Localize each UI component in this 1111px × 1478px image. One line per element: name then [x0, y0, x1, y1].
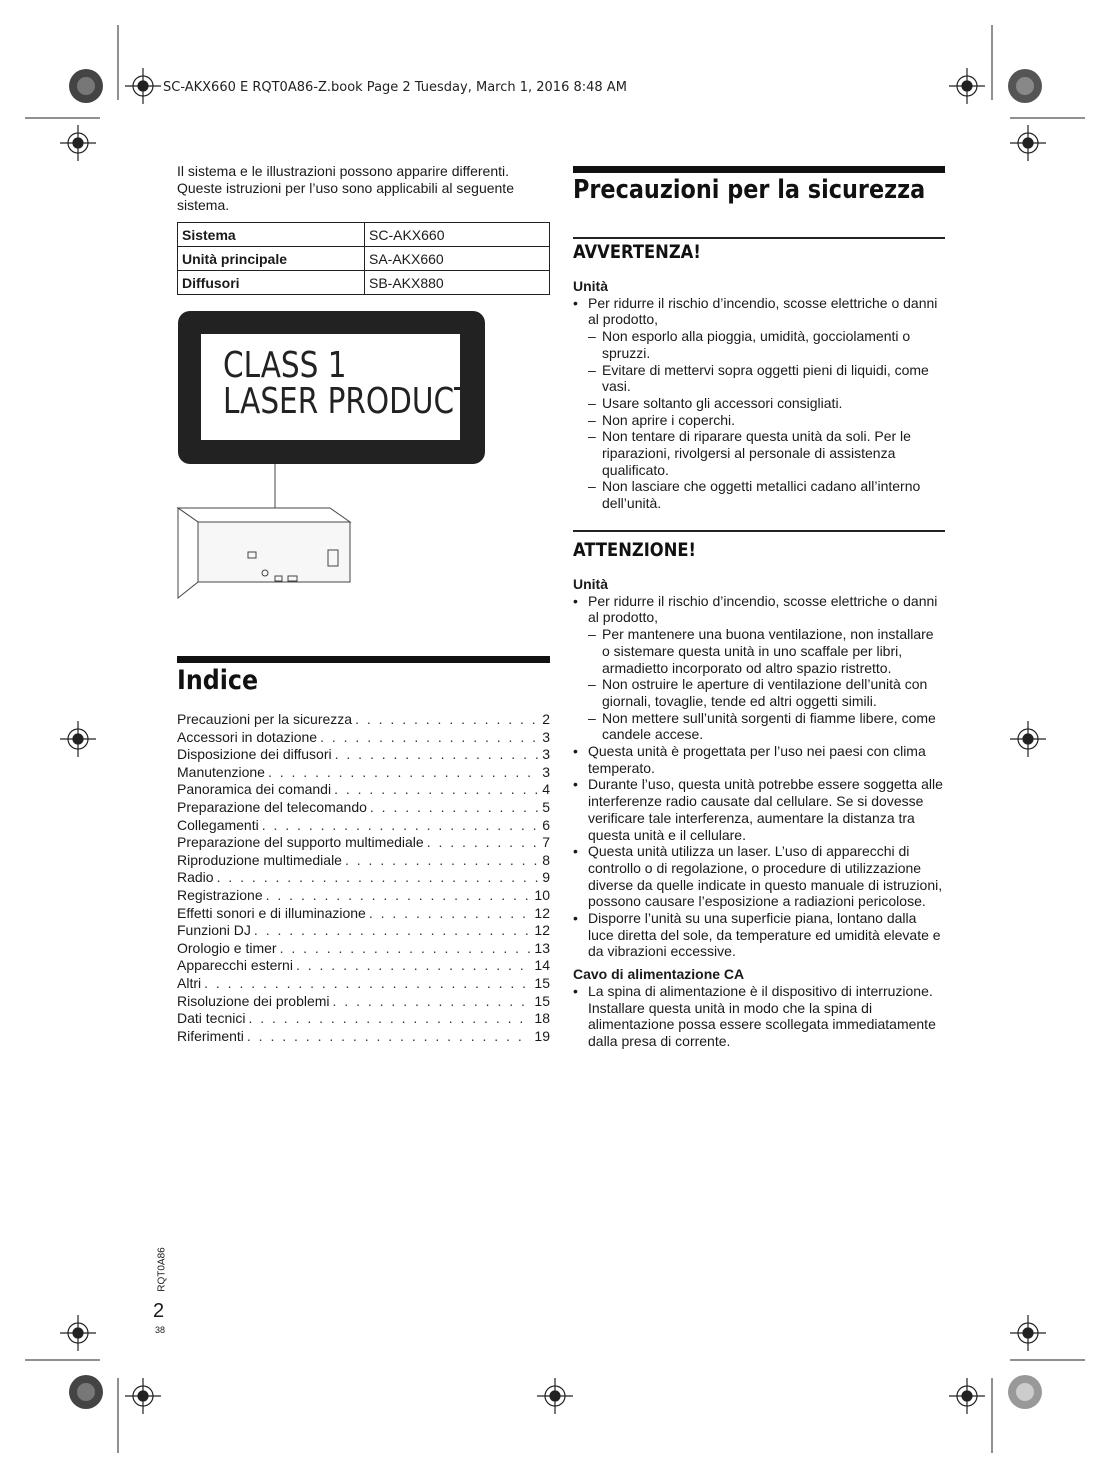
toc-entry[interactable] [177, 746, 550, 764]
index-title: Indice [177, 665, 259, 696]
toc-entry-page: 12 [534, 922, 550, 939]
toc-entry-title: Panoramica dei comandi [177, 781, 332, 798]
toc-entry[interactable] [177, 834, 550, 852]
table-cell: SB-AKX880 [365, 271, 550, 295]
toc-entry-title: Riferimenti [177, 1027, 244, 1044]
toc-entry-title: Accessori in dotazione [177, 728, 318, 745]
page-number: 2 [153, 1300, 165, 1322]
unit-illustration [176, 464, 356, 606]
toc-entry[interactable] [177, 975, 550, 993]
toc-entry-title: Funzioni DJ [177, 922, 251, 939]
caution-heading: ATTENZIONE! [573, 539, 696, 561]
list-item: – Non mettere sull’unità sorgenti di fiamme libere, come candele accese. [588, 710, 945, 743]
list-item: • Disporre l’unità su una superficie piana, lontano dalla luce diretta del sole, da temperature ed umidità elevate e da vibrazioni eccessive. [573, 910, 945, 960]
toc-entry-page: 3 [542, 728, 550, 745]
list-item: – Evitare di mettervi sopra oggetti pieni di liquidi, come vasi. [588, 362, 945, 395]
toc-entry-page: 18 [534, 1010, 550, 1027]
list-item: – Non aprire i coperchi. [588, 412, 945, 429]
warning-sub: Unità [573, 278, 608, 294]
table-cell: Sistema [178, 223, 365, 247]
system-table [177, 222, 550, 295]
toc-entry-title: Radio [177, 869, 214, 886]
safety-title: Precauzioni per la sicurezza [573, 175, 926, 205]
toc-entry[interactable] [177, 922, 550, 940]
intro-text: Il sistema e le illustrazioni possono apparire differenti. Queste istruzioni per l’uso sono applicabili al seguente sistema. [177, 163, 514, 213]
toc-entry-title: Registrazione [177, 886, 263, 903]
document-code: RQT0A86 [156, 1247, 168, 1292]
toc-entry-title: Altri [177, 974, 202, 991]
table-cell: Diffusori [178, 271, 365, 295]
laser-label [178, 311, 485, 464]
toc-entry-page: 3 [542, 746, 550, 763]
toc-entry-page: 4 [542, 781, 550, 798]
toc-entry-title: Collegamenti [177, 816, 259, 833]
toc-entry[interactable] [177, 711, 550, 729]
list-item: • Durante l’uso, questa unità potrebbe essere soggetta alle interferenze radio causate dal cellulare. Se si dovesse verificare tale interferenza, aumentare la distanza tra questa unità e il cellulare. [573, 776, 945, 843]
list-item: • Questa unità utilizza un laser. L’uso di apparecchi di controllo o di regolazione, o procedure di utilizzazione diverse da quelle indicate in questo manuale di istruzioni, possono causare l’esposizione a radiazioni pericolose. [573, 843, 945, 910]
laser-line-2: LASER PRODUCT [223, 381, 473, 422]
ac-cable-sub: Cavo di alimentazione CA [573, 966, 745, 983]
toc-entry-page: 5 [542, 798, 550, 815]
page-sub-number: 38 [155, 1325, 166, 1335]
toc-entry-page: 15 [534, 974, 550, 991]
list-item: – Per mantenere una buona ventilazione, non installare o sistemare questa unità in uno scaffale per libri, armadietto incorporato od altro spazio ristretto. [588, 626, 945, 676]
safety-rule [573, 166, 945, 173]
toc-entry[interactable] [177, 817, 550, 835]
toc-entry-page: 7 [542, 834, 550, 851]
toc-entry-title: Preparazione del supporto multimediale [177, 834, 424, 851]
list-item: – Non tentare di riparare questa unità da soli. Per le riparazioni, rivolgersi al personale di assistenza qualificato. [588, 428, 945, 478]
warning-rule [573, 237, 945, 239]
toc-entry[interactable] [177, 905, 550, 923]
list-item: – Non esporlo alla pioggia, umidità, gocciolamenti o spruzzi. [588, 328, 945, 361]
toc-entry[interactable] [177, 993, 550, 1011]
book-header: SC-AKX660 E RQT0A86-Z.book Page 2 Tuesday, March 1, 2016 8:48 AM [163, 80, 627, 95]
list-item: • Questa unità è progettata per l’uso nei paesi con clima temperato. [573, 743, 945, 776]
toc-entry-page: 12 [534, 904, 550, 921]
list-item: • La spina di alimentazione è il dispositivo di interruzione. Installare questa unità in modo che la spina di alimentazione possa essere scollegata immediatamente dalla presa di corrente. [573, 983, 945, 1050]
toc-entry-title: Apparecchi esterni [177, 957, 293, 974]
toc-entry-title: Riproduzione multimediale [177, 851, 342, 868]
toc-entry-title: Dati tecnici [177, 1010, 246, 1027]
table-row [178, 247, 550, 271]
list-item: • Per ridurre il rischio d’incendio, scosse elettriche o danni al prodotto, – Non esporlo alla pioggia, umidità, gocciolamenti o spruzzi. – Evitare di mettervi sopra oggetti pieni di liquidi, come vasi. – Usare soltanto gli accessori consigliati. – Non aprire i coperchi. – Non tentare di riparare questa unità da soli. Per le riparazioni, rivolgersi al personale di assistenza qualificato. – Non lasciare che oggetti metallici cadano all’interno dell’unità. [573, 295, 945, 512]
toc-entry-title: Effetti sonori e di illuminazione [177, 904, 366, 921]
toc-entry[interactable] [177, 1010, 550, 1028]
laser-line-1: CLASS 1 [223, 345, 347, 386]
warning-body [573, 276, 945, 512]
toc-entry-page: 9 [542, 869, 550, 886]
toc-entry[interactable] [177, 957, 550, 975]
toc-entry[interactable] [177, 887, 550, 905]
toc-entry-page: 13 [534, 939, 550, 956]
toc-entry[interactable] [177, 729, 550, 747]
toc-entry[interactable] [177, 799, 550, 817]
toc-entry-page: 6 [542, 816, 550, 833]
toc-entry[interactable] [177, 940, 550, 958]
caution-sub: Unità [573, 576, 608, 592]
toc-entry-page: 3 [542, 763, 550, 780]
table-cell: SA-AKX660 [365, 247, 550, 271]
toc-entry-title: Manutenzione [177, 763, 265, 780]
table-cell: Unità principale [178, 247, 365, 271]
toc-entry[interactable] [177, 869, 550, 887]
table-cell: SC-AKX660 [365, 223, 550, 247]
table-row [178, 271, 550, 295]
toc-entry-page: 19 [534, 1027, 550, 1044]
toc-entry-title: Precauzioni per la sicurezza [177, 711, 353, 727]
toc-entry-page: 14 [534, 957, 550, 974]
toc-entry-page: 15 [534, 992, 550, 1009]
index-rule [177, 656, 550, 663]
toc-entry[interactable] [177, 781, 550, 799]
list-item: – Non ostruire le aperture di ventilazione dell’unità con giornali, tovaglie, tende ed altri oggetti simili. [588, 676, 945, 709]
warning-heading: AVVERTENZA! [573, 241, 701, 263]
toc-entry[interactable] [177, 1028, 550, 1046]
toc-entry-title: Disposizione dei diffusori [177, 746, 332, 763]
toc-entry-title: Risoluzione dei problemi [177, 992, 330, 1009]
toc-entry[interactable] [177, 852, 550, 870]
caution-body [573, 574, 945, 1050]
toc-entry-page: 8 [542, 851, 550, 868]
toc-entry-title: Orologio e timer [177, 939, 277, 956]
table-row [178, 223, 550, 247]
toc-entry[interactable] [177, 764, 550, 782]
caution-rule [573, 530, 945, 532]
toc-entry-title: Preparazione del telecomando [177, 798, 367, 815]
toc-entry-page: 10 [534, 886, 550, 903]
list-item: – Usare soltanto gli accessori consigliati. [588, 395, 945, 412]
table-of-contents [177, 711, 550, 1045]
list-item: • Per ridurre il rischio d’incendio, scosse elettriche o danni al prodotto, – Per mantenere una buona ventilazione, non installare o sistemare questa unità in uno scaffale per libri, armadietto incorporato od altro spazio ristretto. – Non ostruire le aperture di ventilazione dell’unità con giornali, tovaglie, tende ed altri oggetti simili. – Non mettere sull’unità sorgenti di fiamme libere, come candele accese. [573, 593, 945, 743]
toc-entry-page: 2 [542, 711, 550, 727]
list-item: – Non lasciare che oggetti metallici cadano all’interno dell’unità. [588, 478, 945, 511]
